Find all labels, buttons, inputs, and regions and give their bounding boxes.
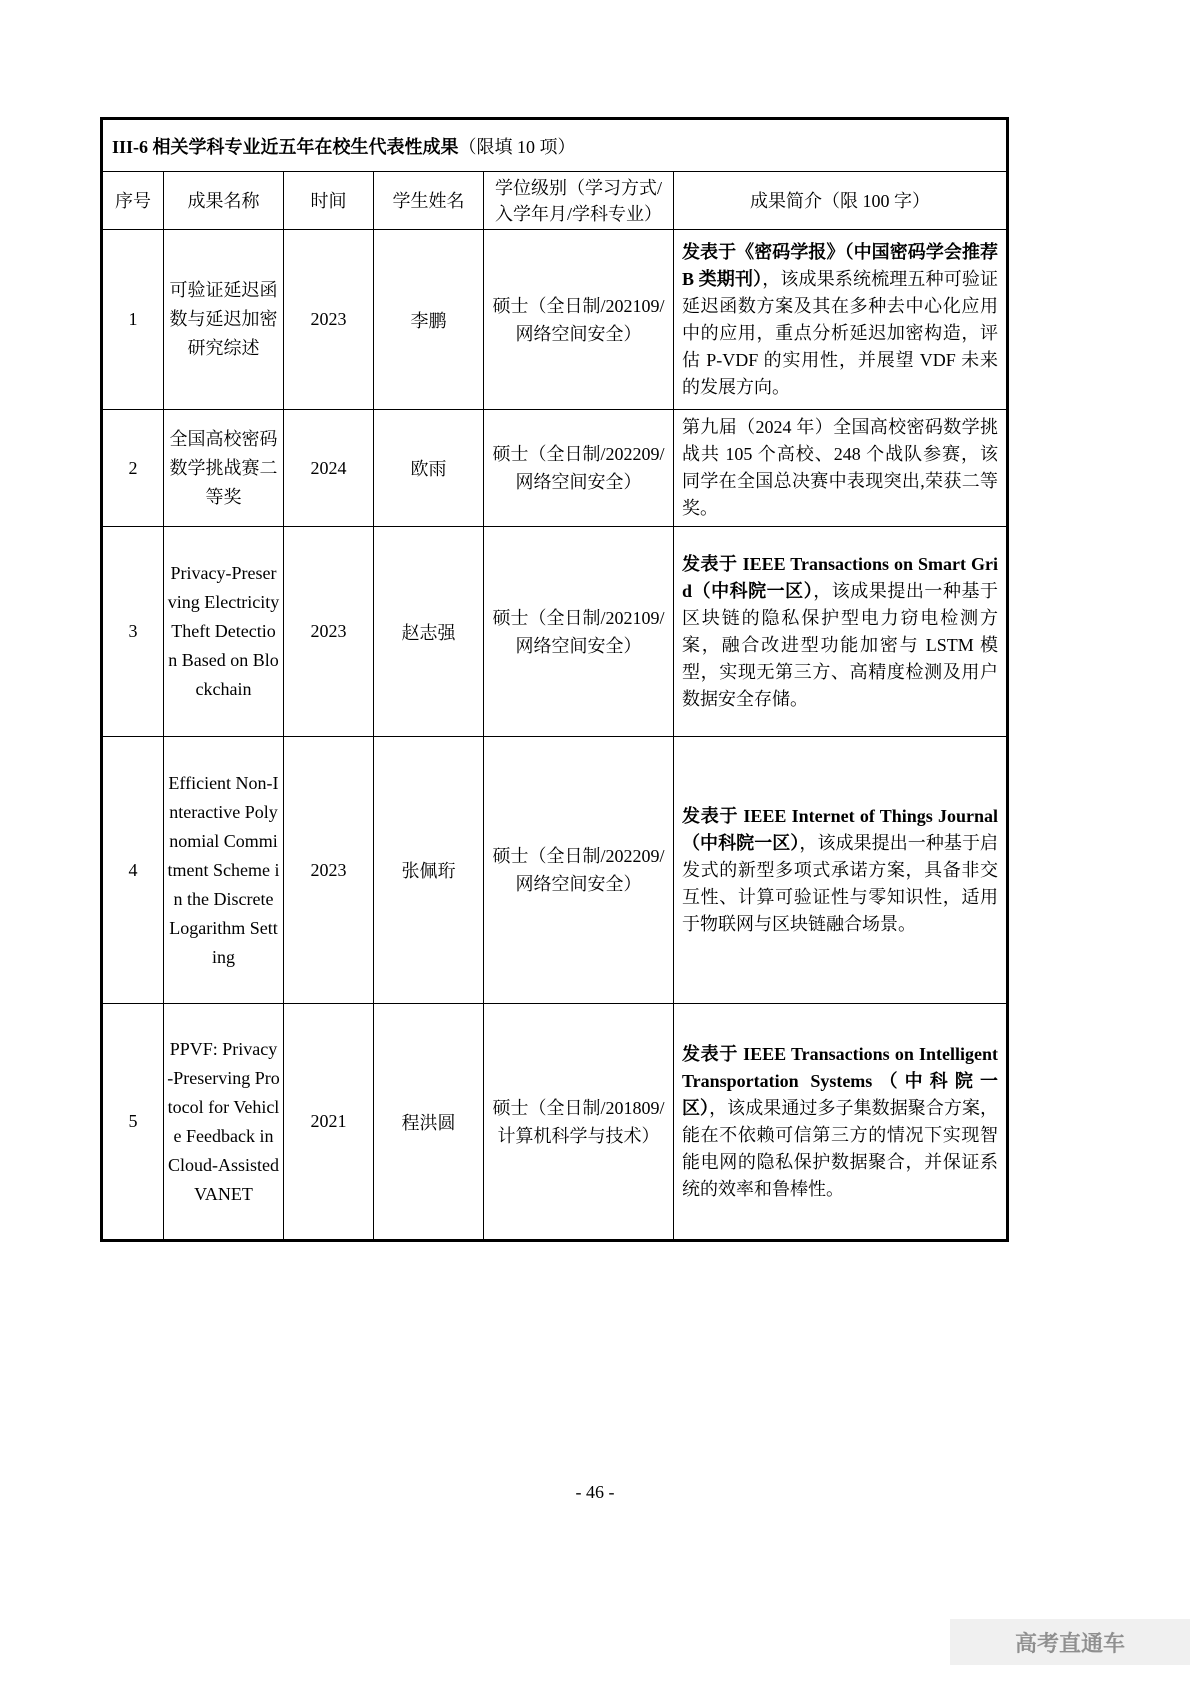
intro-bold-text: 发表于 IEEE Internet of Things Journal（中科院一区）: [682, 805, 999, 853]
watermark-text: 高考直通车: [1014, 1630, 1125, 1656]
column-header-name: 成果名称: [164, 172, 284, 230]
result-year: 2024: [284, 410, 374, 527]
student-name: 李鹏: [374, 230, 484, 410]
result-name: Efficient Non-Interactive Polynomial Commitment Scheme in the Discrete Logarithm Setting: [164, 737, 284, 1004]
result-year: 2023: [284, 527, 374, 737]
result-year: 2021: [284, 1004, 374, 1241]
intro-rest-text: ，该成果提出一种基于区块链的隐私保护型电力窃电检测方案，融合改进型功能加密与 LSTM 模型，实现无第三方、高精度检测及用户数据安全存储。: [682, 580, 999, 709]
result-intro: [674, 410, 1008, 527]
page-number: - 46 -: [575, 1482, 615, 1502]
table-row: [102, 410, 1008, 527]
results-table: [100, 117, 1009, 1242]
row-no: 5: [102, 1004, 164, 1241]
table-row: [102, 527, 1008, 737]
intro-rest-text: ，该成果系统梳理五种可验证延迟函数方案及其在多种去中心化应用中的应用，重点分析延迟加密构造，评估 P-VDF 的实用性，并展望 VDF 未来的发展方向。: [682, 268, 999, 397]
student-name: 赵志强: [374, 527, 484, 737]
intro-bold-text: 发表于 IEEE Transactions on Intelligent Transportation Systems（中科院一区）: [682, 1043, 999, 1118]
result-intro: [674, 1004, 1008, 1241]
result-year: 2023: [284, 230, 374, 410]
table-row: [102, 1004, 1008, 1241]
student-name: 程洪圆: [374, 1004, 484, 1241]
table-row: [102, 230, 1008, 410]
intro-rest-text: ，该成果提出一种基于启发式的新型多项式承诺方案，具备非交互性、计算可验证性与零知识性，适用于物联网与区块链融合场景。: [682, 832, 999, 934]
result-year: 2023: [284, 737, 374, 1004]
result-name: 全国高校密码数学挑战赛二等奖: [164, 410, 284, 527]
table-row: [102, 737, 1008, 1004]
degree-info: 硕士（全日制/201809/计算机科学与技术）: [484, 1004, 674, 1241]
column-header-student: 学生姓名: [374, 172, 484, 230]
degree-info: 硕士（全日制/202109/网络空间安全）: [484, 527, 674, 737]
degree-info: 硕士（全日制/202209/网络空间安全）: [484, 410, 674, 527]
result-name: Privacy-Preserving Electricity Theft Detection Based on Blockchain: [164, 527, 284, 737]
table-title-main: III-6 相关学科专业近五年在校生代表性成果: [112, 136, 459, 157]
table-header-row: [102, 172, 1008, 230]
row-no: 1: [102, 230, 164, 410]
row-no: 2: [102, 410, 164, 527]
result-name: 可验证延迟函数与延迟加密研究综述: [164, 230, 284, 410]
degree-info: 硕士（全日制/202109/网络空间安全）: [484, 230, 674, 410]
result-intro: [674, 527, 1008, 737]
intro-rest-text: ，该成果通过多子集数据聚合方案，能在不依赖可信第三方的情况下实现智能电网的隐私保护数据聚合，并保证系统的效率和鲁棒性。: [682, 1097, 999, 1199]
column-header-year: 时间: [284, 172, 374, 230]
column-header-no: 序号: [102, 172, 164, 230]
table-title-row: [102, 119, 1008, 172]
column-header-degree: 学位级别（学习方式/入学年月/学科专业）: [484, 172, 674, 230]
watermark-badge: [950, 1619, 1190, 1665]
degree-info: 硕士（全日制/202209/网络空间安全）: [484, 737, 674, 1004]
student-name: 张佩珩: [374, 737, 484, 1004]
table-title: [102, 119, 1008, 172]
result-intro: [674, 737, 1008, 1004]
row-no: 3: [102, 527, 164, 737]
row-no: 4: [102, 737, 164, 1004]
result-intro: [674, 230, 1008, 410]
intro-bold-text: 发表于 IEEE Transactions on Smart Grid（中科院一区）: [682, 553, 999, 601]
result-name: PPVF: Privacy-Preserving Protocol for Vehicle Feedback in Cloud-Assisted VANET: [164, 1004, 284, 1241]
intro-bold-text: 发表于《密码学报》（中国密码学会推荐 B 类期刊）: [682, 241, 999, 289]
column-header-intro: 成果简介（限 100 字）: [674, 172, 1008, 230]
table-title-note: （限填 10 项）: [458, 136, 576, 157]
student-name: 欧雨: [374, 410, 484, 527]
intro-rest-text: 第九届（2024 年）全国高校密码数学挑战共 105 个高校、248 个战队参赛，该同学在全国总决赛中表现突出,荣获二等奖。: [682, 417, 999, 518]
